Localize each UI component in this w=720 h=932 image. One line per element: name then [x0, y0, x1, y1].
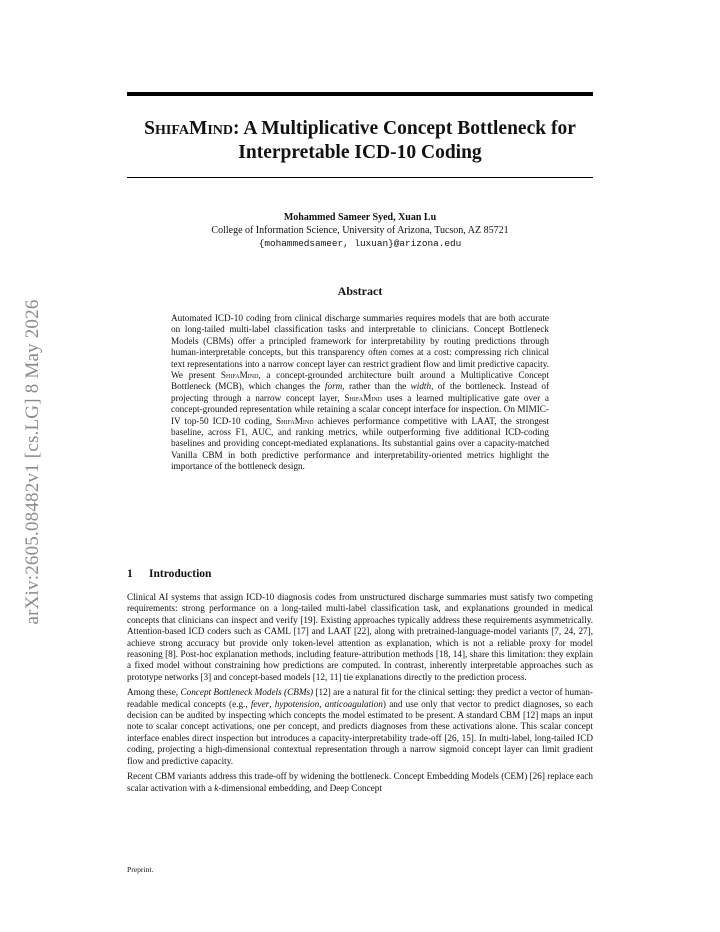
- abstract-text-4: , of the bottleneck. Instead of projecting through a narrow concept layer,: [171, 381, 550, 403]
- title-model-name: ShifaMind: [144, 118, 234, 139]
- p2-emphasis-hypotension: hypotension: [274, 698, 320, 709]
- paper-title: [127, 117, 593, 165]
- p2-text-b: [12] are a natural fit for the clinical setting: they predict a vector of human-readable medical concepts (e.g.,: [127, 687, 593, 709]
- abstract-body: [171, 313, 549, 473]
- abstract-text-2: , a concept-grounded architecture built around a Multiplicative Concept Bottleneck (MCB), which changes the: [171, 370, 549, 392]
- title-line-1: : A Multiplicative Concept Bottleneck for: [233, 118, 576, 139]
- paragraph-2: [127, 687, 593, 767]
- introduction-body: [127, 592, 593, 798]
- abstract-text-6: achieves performance competitive with LAAT, the strongest baseline, across F1, AUC, and ranking metrics, while outperforming five additional ICD-coding baselines and providing concept-mediated explanations. Its substantial gains over a capacity-matched Vanilla CBM in both predictive performance and interpretability-oriented metrics highlight the importance of the bottleneck design.: [171, 415, 549, 472]
- p2-emphasis-anticoagulation: anticoagulation: [324, 698, 383, 709]
- p3-text-b: -dimensional embedding, and Deep Concept: [218, 782, 382, 793]
- paragraph-1: Clinical AI systems that assign ICD-10 diagnosis codes from unstructured discharge summaries must satisfy two competing requirements: strong performance on a long-tailed multi-label classification task, and explanations grounded in medical concepts that clinicians can inspect and verify [19]. Existing approaches typically address these requirements asymmetrically. Attention-based ICD coders such as CAML [17] and LAAT [22], along with pretrained-language-model variants [7, 24, 27], achieve strong accuracy but provide only token-level attention as explanation, which is not a reliable proxy for model reasoning [8]. Post-hoc explanation methods, including feature-attribution methods [18, 14], share this limitation: they explain a fixed model without constraining how predictions are computed. In contrast, inherently interpretable approaches such as prototype networks [3] and concept-based models [12, 11] tie explanations directly to the prediction process.: [127, 592, 593, 682]
- abstract-model-name-2: ShifaMind: [344, 392, 382, 403]
- abstract-emphasis-form: form: [324, 381, 343, 392]
- title-rule-top: [127, 92, 593, 96]
- section-number: 1: [127, 568, 133, 580]
- arxiv-sidebar: [18, 262, 48, 662]
- title-line-2: Interpretable ICD-10 Coding: [238, 142, 482, 163]
- abstract-heading: Abstract: [337, 284, 383, 298]
- author-affiliation: College of Information Science, University of Arizona, Tucson, AZ 85721: [211, 225, 509, 236]
- paragraph-3: [127, 771, 593, 794]
- p2-text-a: Among these,: [127, 687, 181, 698]
- p2-emphasis-cbm: Concept Bottleneck Models (CBMs): [180, 687, 314, 698]
- p3-emphasis-k: k: [214, 782, 219, 793]
- section-title: Introduction: [149, 568, 212, 580]
- abstract-text-5: uses a learned multiplicative gate over a concept-grounded representation while retaining a scalar concept interface for inspection. On MIMIC-IV top-50 ICD-10 coding,: [171, 392, 549, 426]
- p3-text-a: Recent CBM variants address this trade-off by widening the bottleneck. Concept Embedding Models (CEM) [26] replace each scalar activation with a: [127, 771, 593, 793]
- arxiv-identifier: arXiv:2605.08482v1 [cs.LG] 8 May 2026: [22, 299, 43, 625]
- preprint-footer: Preprint.: [127, 865, 154, 874]
- abstract-text-1: Automated ICD-10 coding from clinical discharge summaries requires models that are both accurate on long-tailed multi-label classification tasks and interpretable to clinicians. Concept Bottleneck Models (CBMs) offer a principled framework for interpretability by routing predictions through human-interpretable concepts, but this transparency often comes at a cost: compressing rich clinical text representations into a narrow concept layer can restrict gradient flow and limit predictive capacity. We present: [171, 313, 549, 381]
- abstract-model-name-3: ShifaMind: [276, 415, 314, 426]
- section-heading-introduction: [127, 568, 593, 580]
- author-block: [127, 211, 593, 250]
- abstract-emphasis-width: width: [410, 381, 432, 392]
- p2-text-d: ,: [319, 698, 325, 709]
- p2-text-e: ) and use only that vector to predict diagnoses, so each decision can be audited by inspecting which concepts the model estimated to be present. A standard CBM [12] maps an input note to scalar concept activations, one per concept, and predicts diagnoses from these activations alone. This scalar concept interface enables direct inspection but introduces a capacity-interpretability trade-off [26, 15]. In multi-label, long-tailed ICD coding, projecting a high-dimensional contextual representation through a narrow sigmoid concept layer can limit gradient flow and predictive capacity.: [127, 698, 594, 766]
- abstract-model-name-1: ShifaMind: [220, 370, 259, 381]
- p2-emphasis-fever: fever: [250, 698, 270, 709]
- p2-text-c: ,: [269, 698, 275, 709]
- title-rule-bottom: [127, 177, 593, 178]
- abstract-text-3: , rather than the: [342, 381, 411, 392]
- author-email: {mohammedsameer, luxuan}@arizona.edu: [258, 238, 462, 249]
- author-names: Mohammed Sameer Syed, Xuan Lu: [283, 212, 437, 223]
